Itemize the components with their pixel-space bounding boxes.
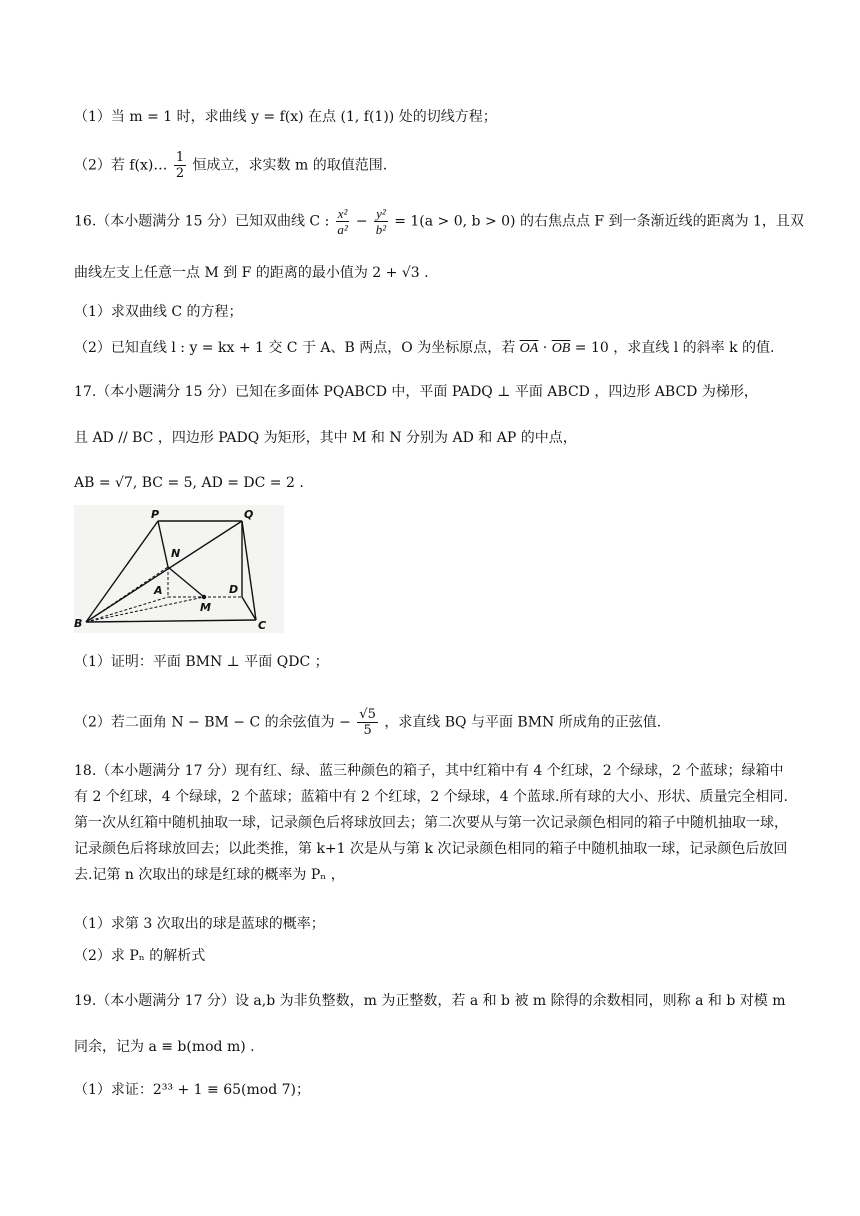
- p15-q1: （1）当 m = 1 时，求曲线 y = f(x) 在点 (1, f(1)) 处的切线方程；: [74, 109, 497, 125]
- p16-eq-rest: = 1(a > 0, b > 0) 的右焦点点 F 到一条渐近线的距离为 1，且双: [394, 213, 804, 230]
- p15-q2-prefix: （2）若 f(x)…: [74, 157, 168, 174]
- p17-line2: 且 AD // BC ，四边形 PADQ 为矩形，其中 M 和 N 分别为 AD 和 AP 的中点，: [74, 430, 577, 446]
- p17-line3: AB = √7, BC = 5, AD = DC = 2 .: [74, 475, 304, 491]
- p17-q2-frac-den: 5: [363, 723, 372, 738]
- p16-q1: （1）求双曲线 C 的方程；: [74, 304, 243, 320]
- p16-y-num: y²: [376, 206, 386, 221]
- p16-q2-a: （2）已知直线 l : y = kx + 1 交 C 于 A、B 两点，O 为坐标原点，若: [74, 340, 520, 356]
- p15-q2-fraction: [174, 150, 186, 181]
- p17-q2-suffix: ，求直线 BQ 与平面 BMN 所成角的正弦值.: [384, 714, 662, 731]
- p15-q2-frac-den: 2: [175, 166, 185, 181]
- label-p: P: [151, 508, 160, 521]
- polyhedron-figure: [74, 505, 284, 633]
- p16-q2-b: = 10 ，求直线 l 的斜率 k 的值.: [570, 340, 775, 356]
- p17-q2-prefix: （2）若二面角 N − BM − C 的余弦值为 −: [74, 714, 351, 731]
- p16-x-den: a²: [337, 222, 348, 237]
- point-m: [202, 595, 206, 599]
- label-a: A: [154, 584, 163, 597]
- p15-q2-suffix: 恒成立，求实数 m 的取值范围.: [192, 157, 388, 174]
- p16-header: [74, 206, 804, 237]
- p19-line2: 同余，记为 a ≡ b(mod m) .: [74, 1039, 255, 1055]
- label-d: D: [229, 583, 239, 596]
- label-b: B: [74, 617, 83, 630]
- p16-y-den: b²: [375, 222, 387, 237]
- p15-q2: [74, 150, 387, 181]
- p17-q1: （1）证明：平面 BMN ⊥ 平面 QDC ；: [74, 654, 329, 670]
- p16-x-num: x²: [337, 206, 348, 221]
- p15-q2-frac-num: 1: [175, 150, 185, 165]
- p18-q1: （1）求第 3 次取出的球是蓝球的概率；: [74, 916, 325, 932]
- p16-x-fraction: [336, 206, 350, 237]
- label-c: C: [258, 619, 267, 632]
- label-m: M: [200, 601, 211, 614]
- p17-q2-frac-num: √5: [359, 707, 376, 722]
- p16-vector-oa: $\overline{OA}$: [519, 341, 539, 356]
- p18-body: 18.（本小题满分 17 分）现有红、绿、蓝三种颜色的箱子，其中红箱中有 4 个红球，2 个绿球，2 个蓝球；绿箱中有 2 个红球，4 个绿球，2 个蓝球；蓝箱中有 2 个红球，2 个绿球，4 个蓝球.所有球的大小、形状、质量完全相同.第一次从红箱中随机抽取一球，记录颜色后将球放回去；第二次要从与第一次记录颜色相同的箱子中随机抽取一球，记录颜色后将球放回去；以此类推，第 k+1 次是从与第 k 次记录颜色相同的箱子中随机抽取一球，记录颜色后放回去.记第 n 次取出的球是红球的概率为 Pₙ ，: [74, 763, 788, 883]
- p19-q1: （1）求证：2³³ + 1 ≡ 65(mod 7)；: [74, 1082, 310, 1098]
- p16-minus: −: [355, 213, 368, 230]
- p17-q2: [74, 707, 661, 738]
- p19-line1: 19.（本小题满分 17 分）设 a,b 为非负整数，m 为正整数，若 a 和 b 被 m 除得的余数相同，则称 a 和 b 对模 m: [74, 993, 786, 1009]
- p16-dot: ·: [538, 340, 552, 356]
- p16-vector-ob: $\overline{OB}$: [551, 341, 571, 356]
- p17-q2-fraction: [357, 707, 378, 738]
- label-q: Q: [244, 508, 254, 521]
- p16-line2: 曲线左支上任意一点 M 到 F 的距离的最小值为 2 + √3 .: [74, 265, 429, 281]
- p16-q2: [74, 337, 774, 360]
- p16-header-text: 16.（本小题满分 15 分）已知双曲线 C :: [74, 213, 330, 230]
- p18-q2: （2）求 Pₙ 的解析式: [74, 948, 206, 964]
- p17-line1: 17.（本小题满分 15 分）已知在多面体 PQABCD 中，平面 PADQ ⊥ 平面 ABCD ，四边形 ABCD 为梯形，: [74, 384, 758, 400]
- label-n: N: [171, 547, 181, 560]
- p16-y-fraction: [374, 206, 388, 237]
